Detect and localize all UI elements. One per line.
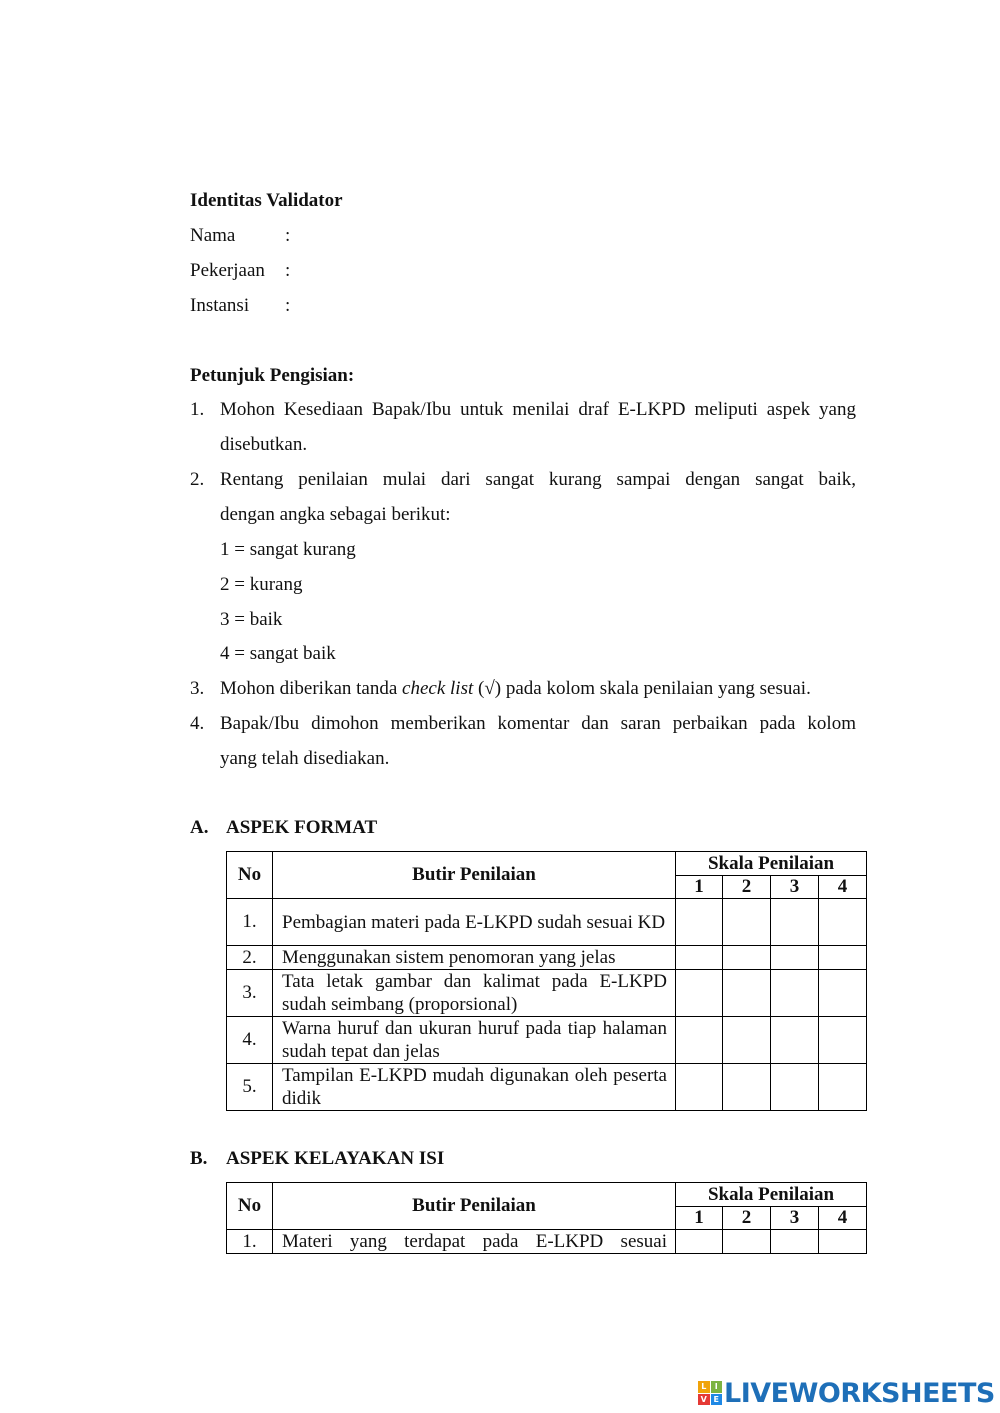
header-butir: Butir Penilaian [273,1183,676,1230]
scale-cell-1[interactable] [676,970,723,1017]
row-item-text: Pembagian materi pada E-LKPD sudah sesuai KD [282,911,666,933]
scale-cell-1[interactable] [676,1230,723,1254]
header-scale-1: 1 [676,1207,723,1230]
header-scale-3: 3 [771,1207,819,1230]
table-row [227,1230,867,1254]
header-skala: Skala Penilaian [676,1183,867,1207]
header-no: No [227,852,273,899]
logo-tile: L [698,1381,710,1393]
section-b-title: ASPEK KELAYAKAN ISI [226,1148,445,1169]
header-skala: Skala Penilaian [676,852,867,876]
format-rubric-table [226,851,867,1111]
scale-cell-3[interactable] [771,1064,819,1111]
field-colon: : [285,225,291,246]
scale-cell-2[interactable] [723,970,771,1017]
scale-cell-4[interactable] [819,1017,867,1064]
row-item-text: Tata letak gambar dan kalimat pada E-LKPD sudah seimbang (proporsional) [282,971,667,1015]
watermark-text: LIVEWORKSHEETS [724,1377,995,1409]
table-row [227,899,867,946]
row-number: 2. [227,946,273,970]
instruction-2-line2: dengan angka sebagai berikut: [220,504,451,525]
scale-cell-4[interactable] [819,970,867,1017]
row-number: 4. [227,1017,273,1064]
section-a-title: ASPEK FORMAT [226,817,378,838]
header-scale-1: 1 [676,876,723,899]
row-number: 3. [227,970,273,1017]
row-item [273,899,676,946]
scale-cell-3[interactable] [771,1017,819,1064]
scale-cell-3[interactable] [771,1230,819,1254]
identity-field-pekerjaan [190,260,290,282]
scale-cell-2[interactable] [723,1017,771,1064]
section-b-letter: B. [190,1148,208,1169]
instruction-1-line1: Mohon Kesediaan Bapak/Ibu untuk menilai draf E-LKPD meliputi aspek yang [220,399,856,420]
scale-cell-2[interactable] [723,1064,771,1111]
instruction-4-line2: yang telah disediakan. [220,748,390,769]
row-number: 1. [227,899,273,946]
instruction-1-line2: disebutkan. [220,434,308,455]
row-item [273,1230,676,1254]
header-butir: Butir Penilaian [273,852,676,899]
field-label: Nama [190,225,236,246]
table-row [227,970,867,1017]
liveworksheets-watermark [698,1378,995,1408]
instruction-number: 4. [190,713,205,734]
instruction-number: 2. [190,469,205,490]
scale-definition: 4 = sangat baik [220,643,336,664]
row-item-text: Warna huruf dan ukuran huruf pada tiap halaman sudah tepat dan jelas [282,1018,667,1062]
instruction-3-pre: Mohon diberikan tanda [220,678,403,699]
scale-definition: 3 = baik [220,609,283,630]
row-item-text: Materi yang terdapat pada E-LKPD sesuai [282,1231,667,1252]
scale-cell-3[interactable] [771,899,819,946]
scale-cell-1[interactable] [676,946,723,970]
identity-field-instansi [190,295,290,317]
table-row [227,946,867,970]
logo-tile: I [711,1381,723,1393]
row-item-text: Tampilan E-LKPD mudah digunakan oleh peserta didik [282,1065,667,1109]
field-label: Pekerjaan [190,260,265,281]
scale-cell-4[interactable] [819,1064,867,1111]
section-a-letter: A. [190,817,209,838]
row-item-text: Menggunakan sistem penomoran yang jelas [282,947,616,968]
scale-cell-3[interactable] [771,946,819,970]
row-item [273,1064,676,1111]
scale-cell-3[interactable] [771,970,819,1017]
scale-cell-1[interactable] [676,1064,723,1111]
row-number: 1. [227,1230,273,1254]
scale-cell-4[interactable] [819,899,867,946]
header-scale-3: 3 [771,876,819,899]
instruction-3-post: (√) pada kolom skala penilaian yang sesuai. [473,678,811,699]
scale-definition: 1 = sangat kurang [220,539,356,560]
instruction-3 [220,678,856,700]
scale-cell-4[interactable] [819,1230,867,1254]
scale-cell-1[interactable] [676,1017,723,1064]
table-row [227,1064,867,1111]
header-scale-2: 2 [723,1207,771,1230]
scale-cell-1[interactable] [676,899,723,946]
scale-cell-2[interactable] [723,1230,771,1254]
row-item [273,946,676,970]
logo-tile: V [698,1394,710,1406]
instruction-3-italic: check list [402,678,474,699]
header-scale-4: 4 [819,876,867,899]
instruction-4-line1: Bapak/Ibu dimohon memberikan komentar dan saran perbaikan pada kolom [220,713,856,734]
row-item [273,1017,676,1064]
field-colon: : [285,295,291,316]
field-label: Instansi [190,295,250,316]
table-row [227,1017,867,1064]
header-scale-2: 2 [723,876,771,899]
row-item [273,970,676,1017]
scale-definition: 2 = kurang [220,574,303,595]
instruction-2-line1: Rentang penilaian mulai dari sangat kurang sampai dengan sangat baik, [220,469,856,490]
scale-cell-2[interactable] [723,946,771,970]
instruction-number: 3. [190,678,205,699]
scale-cell-4[interactable] [819,946,867,970]
logo-tile: E [711,1394,723,1406]
instructions-heading: Petunjuk Pengisian: [190,365,355,386]
scale-cell-2[interactable] [723,899,771,946]
identity-field-nama [190,225,290,247]
content-rubric-table [226,1182,867,1254]
identity-heading: Identitas Validator [190,190,343,211]
instruction-number: 1. [190,399,205,420]
field-colon: : [285,260,291,281]
row-number: 5. [227,1064,273,1111]
header-scale-4: 4 [819,1207,867,1230]
liveworksheets-logo-icon [698,1381,722,1405]
header-no: No [227,1183,273,1230]
